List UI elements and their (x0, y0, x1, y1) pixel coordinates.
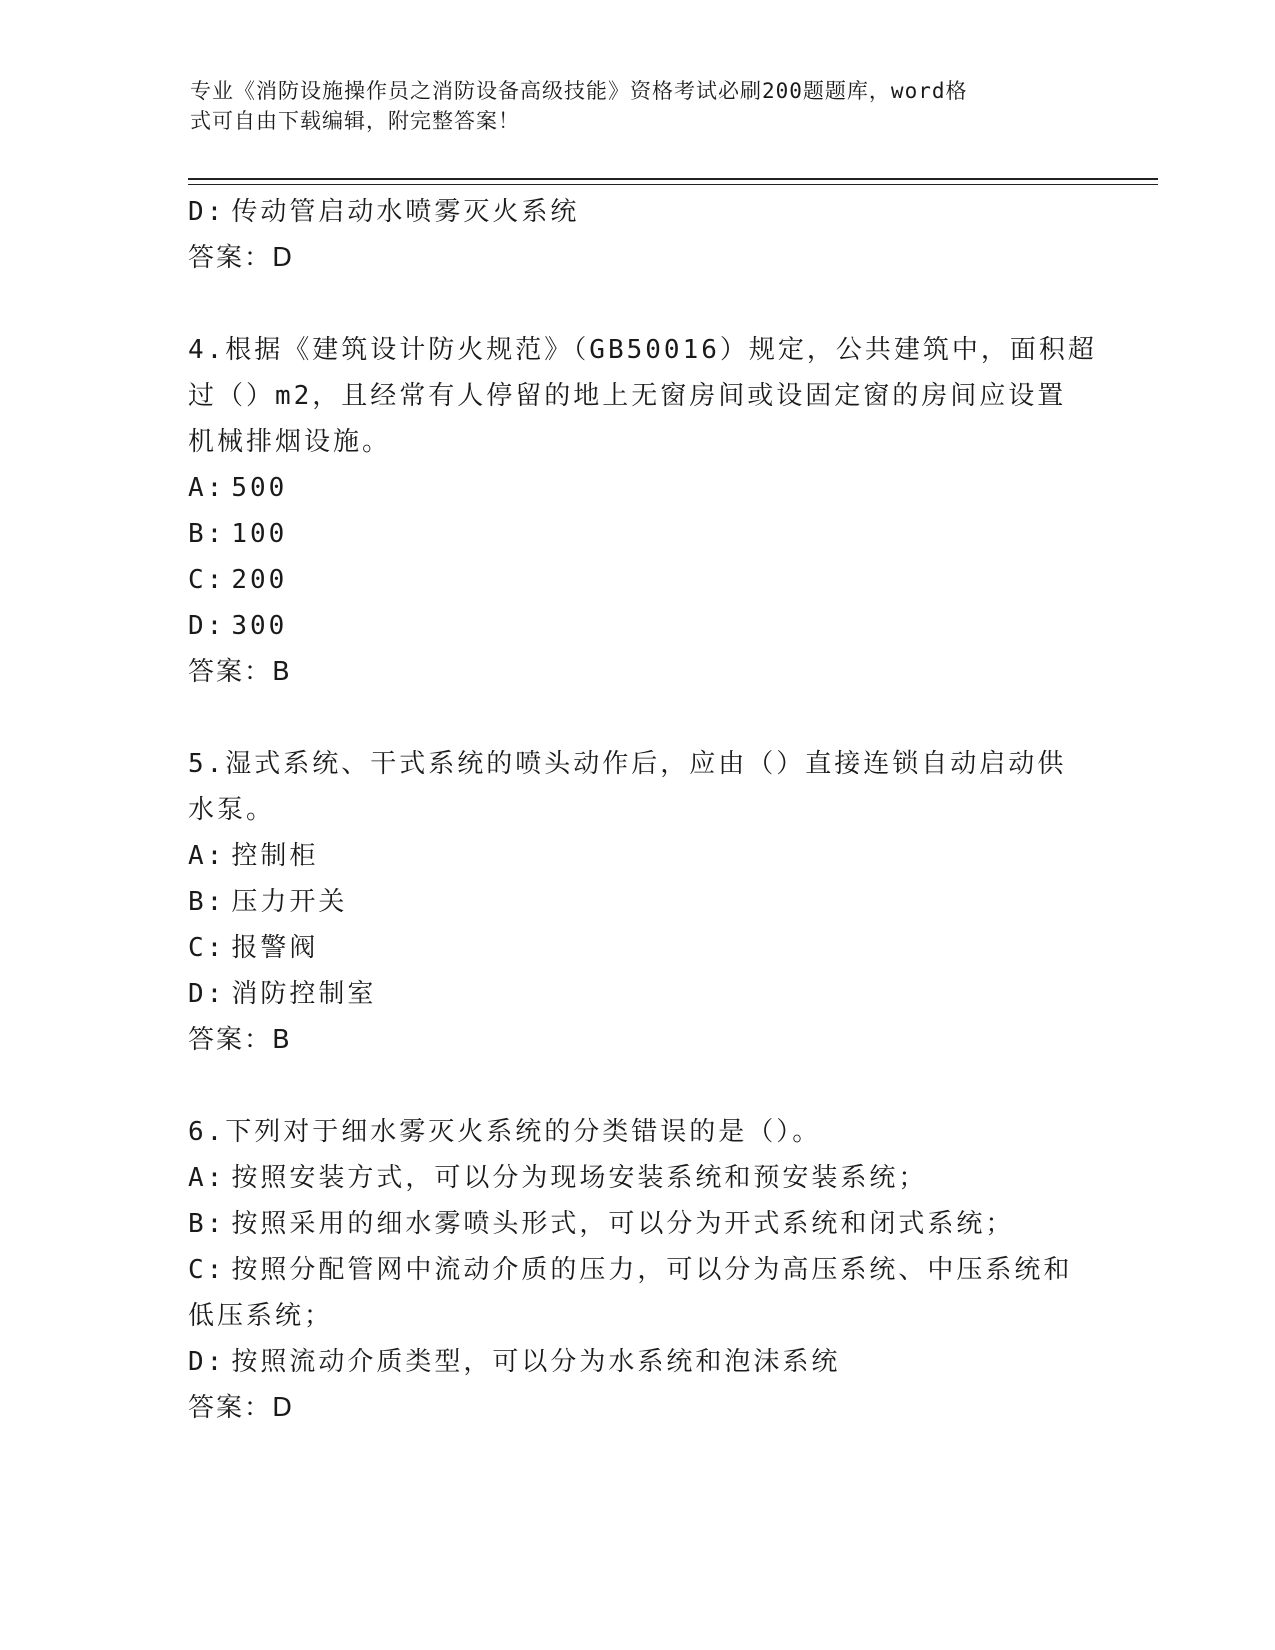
header-line: 专业《消防设施操作员之消防设备高级技能》资格考试必刷200题题库，word格 (190, 79, 968, 103)
option-key: C: (188, 933, 226, 963)
option-key: D: (188, 197, 226, 227)
option-text: 控制柜 (231, 841, 319, 871)
option-d (188, 189, 1088, 235)
answer-line: 答案：D (188, 1393, 295, 1423)
option-text: 按照安装方式，可以分为现场安装系统和预安装系统； (231, 1163, 928, 1193)
option-text: 300 (231, 611, 288, 641)
answer-line: 答案：D (188, 243, 295, 273)
option-c-continued (188, 1293, 1088, 1339)
answer-line: 答案：B (188, 657, 292, 687)
question-stem-line: 过（）m2，且经常有人停留的地上无窗房间或设固定窗的房间应设置 (188, 381, 1067, 411)
option-key: A: (188, 841, 226, 871)
header-line: 式可自由下载编辑，附完整答案！ (190, 109, 520, 133)
question-stem-line: 水泵。 (188, 795, 276, 825)
option-c (188, 925, 1088, 971)
previous-question-tail (188, 189, 1088, 281)
question-stem-line: 4.根据《建筑设计防火规范》（GB50016）规定，公共建筑中，面积超 (188, 335, 1097, 365)
option-key: D: (188, 979, 226, 1009)
option-text: 低压系统； (188, 1301, 334, 1331)
option-text: 按照分配管网中流动介质的压力，可以分为高压系统、中压系统和 (231, 1255, 1073, 1285)
option-text: 传动管启动水喷雾灭火系统 (231, 197, 580, 227)
option-text: 报警阀 (231, 933, 319, 963)
question-stem-line: 机械排烟设施。 (188, 427, 392, 457)
option-d (188, 971, 1088, 1017)
option-text: 压力开关 (231, 887, 348, 917)
option-text: 100 (231, 519, 288, 549)
option-b (188, 511, 1088, 557)
option-text: 200 (231, 565, 288, 595)
option-text: 消防控制室 (231, 979, 377, 1009)
header-divider-thin (188, 184, 1158, 185)
question-5 (188, 741, 1088, 1063)
option-a (188, 833, 1088, 879)
option-a (188, 1155, 1088, 1201)
option-key: D: (188, 611, 226, 641)
option-c (188, 557, 1088, 603)
option-text: 500 (231, 473, 288, 503)
option-c (188, 1247, 1088, 1293)
option-key: C: (188, 565, 226, 595)
document-header (190, 76, 1080, 136)
option-key: B: (188, 887, 226, 917)
question-stem-line: 5.湿式系统、干式系统的喷头动作后，应由（）直接连锁自动启动供 (188, 749, 1067, 779)
option-a (188, 465, 1088, 511)
answer-line: 答案：B (188, 1025, 292, 1055)
option-d (188, 1339, 1088, 1385)
document-body (188, 189, 1097, 1431)
option-text: 按照流动介质类型，可以分为水系统和泡沫系统 (231, 1347, 841, 1377)
question-4 (188, 327, 1097, 695)
option-key: C: (188, 1255, 226, 1285)
option-text: 按照采用的细水雾喷头形式，可以分为开式系统和闭式系统； (231, 1209, 1015, 1239)
question-stem-line: 6.下列对于细水雾灭火系统的分类错误的是（）。 (188, 1117, 822, 1147)
option-key: D: (188, 1347, 226, 1377)
option-key: B: (188, 519, 226, 549)
option-key: A: (188, 1163, 226, 1193)
question-6 (188, 1109, 1088, 1431)
option-key: A: (188, 473, 226, 503)
option-b (188, 879, 1088, 925)
option-key: B: (188, 1209, 226, 1239)
header-divider (188, 178, 1158, 180)
option-d (188, 603, 1088, 649)
option-b (188, 1201, 1088, 1247)
